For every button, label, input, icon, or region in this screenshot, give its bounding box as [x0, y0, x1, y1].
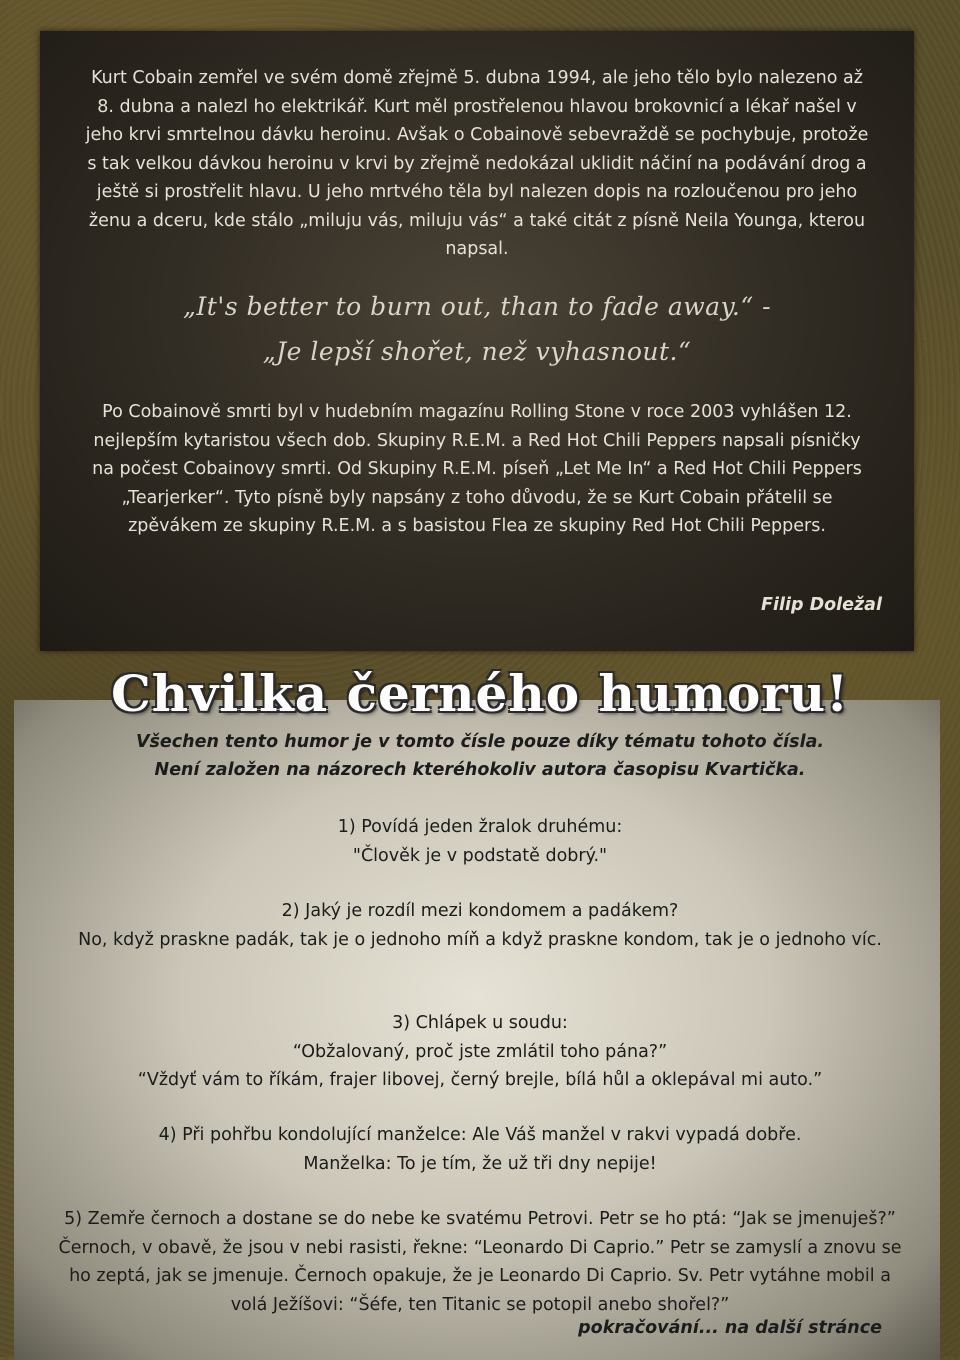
joke-3-line-3: “Vždyť vám to říkám, frajer libovej, černý brejle, bílá hůl a oklepával mi auto.”	[137, 1070, 823, 1090]
joke-2-line-1: 2) Jaký je rozdíl mezi kondomem a padákem?	[281, 901, 679, 921]
continue-note: pokračování... na další stránce	[578, 1318, 882, 1338]
quote-czech: „Je lepší shořet, než vyhasnout.“	[262, 337, 692, 366]
joke-3-line-1: 3) Chlápek u soudu:	[392, 1013, 568, 1033]
article-paragraph-1: Kurt Cobain zemřel ve svém domě zřejmě 5. dubna 1994, ale jeho tělo bylo nalezeno až 8. dubna a nalezl ho elektrikář. Kurt měl prostřelenou hlavou brokovnicí a lékař našel v jeho krvi smrtelnou dávku heroinu. Avšak o Cobainově sebevraždě se pochybuje, protože s tak velkou dávkou heroinu v krvi by zřejmě nedokázal uklidit náčiní na podávání drog a ještě si prostřelit hlavu. U jeho mrtvého těla byl nalezen dopis na rozloučenou pro jeho ženu a dceru, kde stálo „miluju vás, miluju vás“ a také citát z písně Neila Younga, kterou napsal.	[85, 68, 869, 259]
article-paragraph-2: Po Cobainově smrti byl v hudebním magazínu Rolling Stone v roce 2003 vyhlášen 12. nejlepším kytaristou všech dob. Skupiny R.E.M. a Red Hot Chili Peppers napsali písničky na počest Cobainovy smrti. Od Skupiny R.E.M. píseň „Let Me In“ a Red Hot Chili Peppers „Tearjerker“. Tyto písně byly napsány z toho důvodu, že se Kurt Cobain přátelil se zpěvákem ze skupiny R.E.M. a s basistou Flea ze skupiny Red Hot Chili Peppers.	[92, 402, 862, 536]
article-author: Filip Doležal	[761, 595, 882, 615]
joke-5	[50, 1205, 910, 1319]
humor-disclaimer-2: Není založen na názorech kteréhokoliv autora časopisu Kvartička.	[154, 760, 806, 780]
quote-english: „It's better to burn out, than to fade away.“ -	[182, 292, 772, 321]
joke-3	[50, 1009, 910, 1095]
joke-1	[50, 813, 910, 870]
joke-1-line-1: 1) Povídá jeden žralok druhému:	[337, 817, 623, 837]
joke-4-line-1: 4) Při pohřbu kondolující manželce: Ale Váš manžel v rakvi vypadá dobře.	[158, 1125, 802, 1145]
humor-section-title: Chvilka černého humoru!	[110, 664, 850, 723]
joke-2-line-2: No, když praskne padák, tak je o jednoho míň a když praskne kondom, tak je o jednoho víc.	[78, 929, 882, 950]
joke-4-line-2: Manželka: To je tím, že už tři dny nepije!	[303, 1153, 657, 1174]
joke-2	[50, 897, 910, 954]
humor-disclaimer-1: Všechen tento humor je v tomto čísle pouze díky tématu tohoto čísla.	[135, 732, 825, 752]
joke-1-line-2: "Člověk je v podstatě dobrý."	[352, 845, 608, 866]
joke-4	[50, 1121, 910, 1178]
joke-3-line-2: “Obžalovaný, proč jste zmlátil toho pána?”	[292, 1041, 668, 1062]
article-panel	[40, 31, 914, 651]
joke-5-line-1: 5) Zemře černoch a dostane se do nebe ke svatému Petrovi. Petr se ho ptá: “Jak se jmenuješ?” Černoch, v obavě, že jsou v nebi rasisti, řekne: “Leonardo Di Caprio.” Petr se zamyslí a znovu se ho zeptá, jak se jmenuje. Černoch opakuje, že je Leonardo Di Caprio. Sv. Petr vytáhne mobil a volá Ježíšovi: “Šéfe, ten Titanic se potopil anebo shořel?”	[58, 1209, 902, 1315]
